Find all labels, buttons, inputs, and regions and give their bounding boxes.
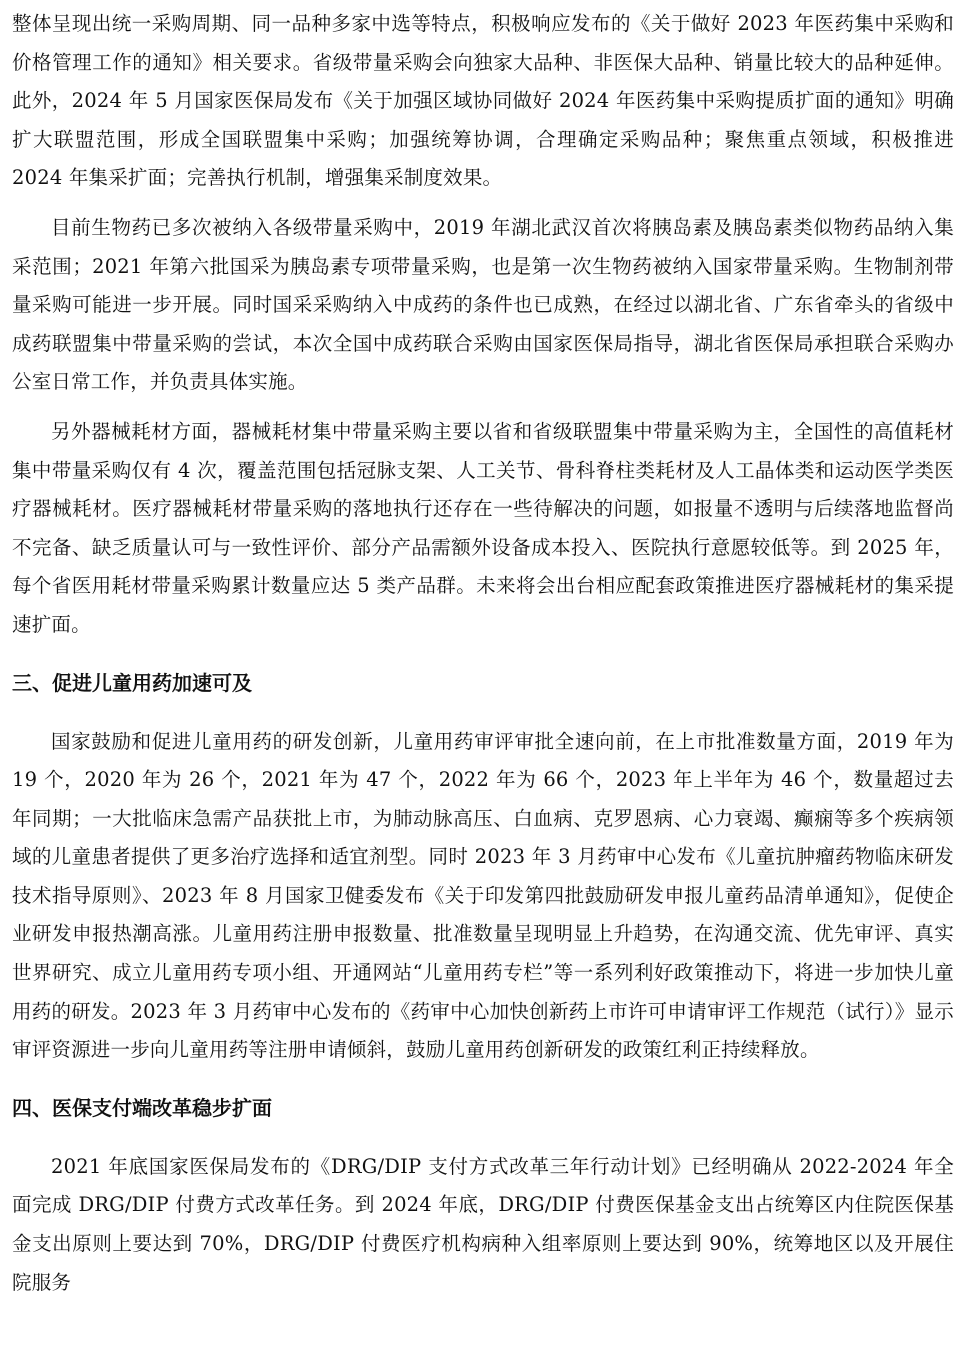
paragraph-drg-dip: 2021 年底国家医保局发布的《DRG/DIP 支付方式改革三年行动计划》已经明确从 2022-2024 年全面完成 DRG/DIP 付费方式改革任务。到 2024 年底，DRG/DIP 付费医保基金支出占统筹区内住院医保基金支出原则上要达到 70%，DRG/DIP 付费医疗机构病种入组率原则上要达到 90%，统筹地区以及开展住院服务: [12, 1154, 954, 1294]
paragraph-devices: 另外器械耗材方面，器械耗材集中带量采购主要以省和省级联盟集中带量采购为主，全国性的高值耗材集中带量采购仅有 4 次，覆盖范围包括冠脉支架、人工关节、骨科脊柱类耗材及人工晶体类和运动医学类医疗器械耗材。医疗器械耗材带量采购的落地执行还存在一些待解决的问题，如报量不透明与后续落地监督尚不完备、缺乏质量认可与一致性评价、部分产品需额外设备成本投入、医院执行意愿较低等。到 2025 年，每个省医用耗材带量采购累计数量应达 5 类产品群。未来将会出台相应配套政策推进医疗器械耗材的集采提速扩面。: [12, 419, 954, 636]
section-heading-3: 三、促进儿童用药加速可及: [12, 670, 252, 695]
paragraph-continued: 整体呈现出统一采购周期、同一品种多家中选等特点，积极响应发布的《关于做好 2023 年医药集中采购和价格管理工作的通知》相关要求。省级带量采购会向独家大品种、非医保大品种、销量比较大的品种延伸。此外，2024 年 5 月国家医保局发布《关于加强区域协同做好 2024 年医药集中采购提质扩面的通知》明确扩大联盟范围，形成全国联盟集中采购；加强统筹协调，合理确定采购品种；聚焦重点领域，积极推进 2024 年集采扩面；完善执行机制，增强集采制度效果。: [12, 12, 954, 190]
paragraph-biologics: 目前生物药已多次被纳入各级带量采购中，2019 年湖北武汉首次将胰岛素及胰岛素类似物药品纳入集采范围；2021 年第六批国采为胰岛素专项带量采购，也是第一次生物药被纳入国家带量采购。生物制剂带量采购可能进一步开展。同时国采采购纳入中成药的条件也已成熟，在经过以湖北省、广东省牵头的省级中成药联盟集中带量采购的尝试，本次全国中成药联合采购由国家医保局指导，湖北省医保局承担联合采购办公室日常工作，并负责具体实施。: [12, 215, 954, 394]
paragraph-children-drugs: 国家鼓励和促进儿童用药的研发创新，儿童用药审评审批全速向前，在上市批准数量方面，2019 年为 19 个，2020 年为 26 个，2021 年为 47 个，2022 年为 66 个，2023 年上半年为 46 个，数量超过去年同期；一大批临床急需产品获批上市，为肺动脉高压、白血病、克罗恩病、心力衰竭、癫痫等多个疾病领域的儿童患者提供了更多治疗选择和适宜剂型。同时 2023 年 3 月药审中心发布《儿童抗肿瘤药物临床研发技术指导原则》、2023 年 8 月国家卫健委发布《关于印发第四批鼓励研发申报儿童药品清单通知》，促使企业研发申报热潮高涨。儿童用药注册申报数量、批准数量呈现明显上升趋势，在沟通交流、优先审评、真实世界研究、成立儿童用药专项小组、开通网站“儿童用药专栏”等一系列利好政策推动下，将进一步加快儿童用药的研发。2023 年 3 月药审中心发布的《药审中心加快创新药上市许可申请审评工作规范（试行）》显示审评资源进一步向儿童用药等注册申请倾斜，鼓励儿童用药创新研发的政策红利正持续释放。: [12, 729, 954, 1062]
section-heading-4: 四、医保支付端改革稳步扩面: [12, 1095, 272, 1120]
